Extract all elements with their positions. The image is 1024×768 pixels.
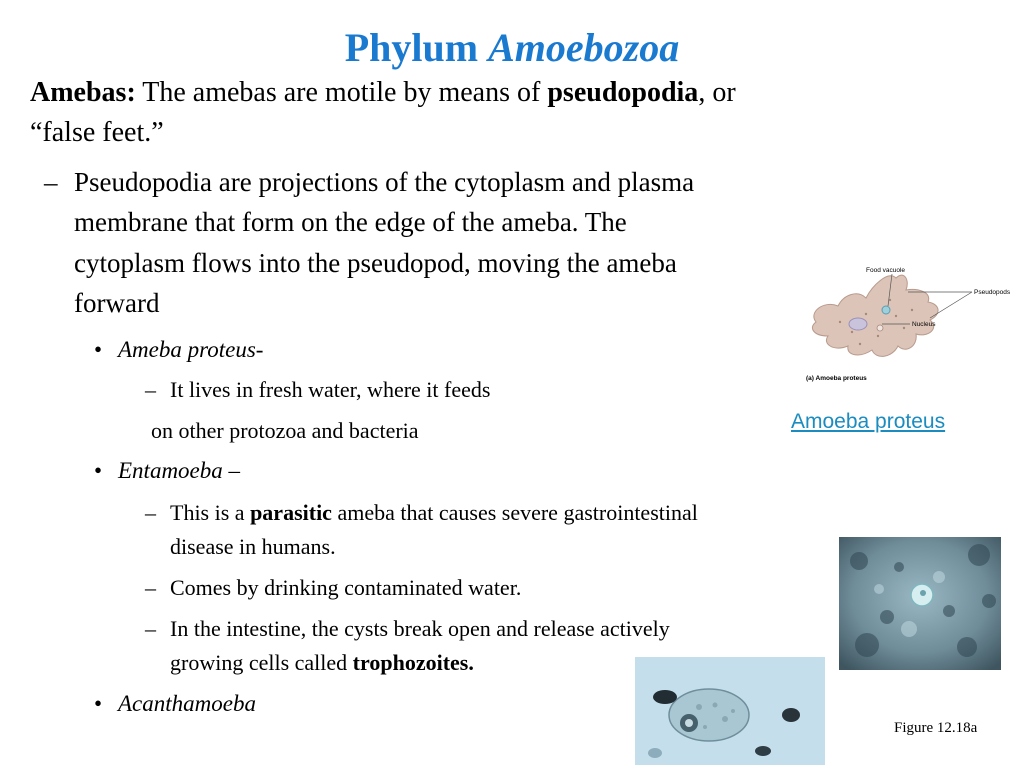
entamoeba-point-3-line-2 (170, 646, 474, 680)
dash-marker: – (145, 616, 156, 641)
pseudopodia-line-4: forward (74, 288, 160, 318)
food-vacuole-shape (882, 306, 890, 314)
title-italic: Amoebozoa (488, 25, 680, 70)
pseudopodia-line-2: membrane that form on the edge of the ameba. The (74, 207, 627, 237)
dash-marker: – (145, 377, 156, 402)
nucleus-shape (849, 318, 867, 330)
entamoeba-heading: Entamoeba – (118, 458, 241, 483)
amebas-line-1 (30, 73, 736, 113)
entamoeba-point-1-line-2: disease in humans. (170, 534, 336, 559)
dash-marker: – (145, 575, 156, 600)
amebas-text-after: , or (698, 77, 736, 108)
bullet-marker: • (94, 691, 103, 716)
bullet-marker: • (94, 458, 103, 483)
slide-title (0, 24, 1024, 72)
acanthamoeba-micrograph (635, 657, 825, 765)
amebas-label: Amebas: (30, 77, 136, 108)
entamoeba-point-1-text: This is a (170, 500, 251, 525)
title-normal: Phylum (344, 25, 489, 70)
amoeba-proteus-diagram (800, 262, 1012, 388)
parasitic-keyword: parasitic (250, 500, 332, 525)
ameba-proteus-heading: Ameba proteus- (118, 337, 264, 362)
dash-marker: – (145, 500, 156, 525)
ameba-proteus-line-1: It lives in fresh water, where it feeds (170, 377, 491, 402)
pseudopods-label: Pseudopods (974, 289, 1011, 296)
acanthamoeba-heading: Acanthamoeba (118, 691, 256, 716)
dash-marker: – (44, 167, 58, 197)
amoeba-body (812, 275, 938, 356)
amoeba-proteus-link[interactable]: Amoeba proteus (791, 410, 946, 433)
amebas-line-2: “false feet.” (30, 117, 164, 148)
pseudopodia-keyword: pseudopodia (547, 77, 699, 108)
pseudopodia-line-1: Pseudopodia are projections of the cytoplasm and plasma (74, 167, 695, 197)
entamoeba-point-3: In the intestine, the cysts break open and release actively (170, 616, 670, 641)
entamoeba-micrograph (839, 537, 1001, 670)
entamoeba-point-3-text: growing cells called (170, 650, 353, 675)
figure-caption: Figure 12.18a (894, 720, 978, 736)
nucleus-label: Nucleus (912, 321, 936, 328)
trophozoites-keyword: trophozoites. (352, 650, 474, 675)
vacuole-shape (877, 325, 883, 331)
pseudopodia-line-3: cytoplasm flows into the pseudopod, moving the ameba (74, 248, 677, 278)
food-vacuole-label: Food vacuole (866, 267, 906, 274)
entamoeba-point-2: Comes by drinking contaminated water. (170, 575, 522, 600)
entamoeba-point-1 (170, 496, 698, 530)
entamoeba-point-1-text-after: ameba that causes severe gastrointestinal (331, 500, 698, 525)
acanthamoeba-cell (669, 689, 749, 741)
bullet-marker: • (94, 337, 103, 362)
ameba-proteus-line-2: on other protozoa and bacteria (151, 418, 419, 443)
diagram-caption: (a) Amoeba proteus (806, 375, 867, 382)
amebas-text: The amebas are motile by means of (135, 77, 548, 108)
